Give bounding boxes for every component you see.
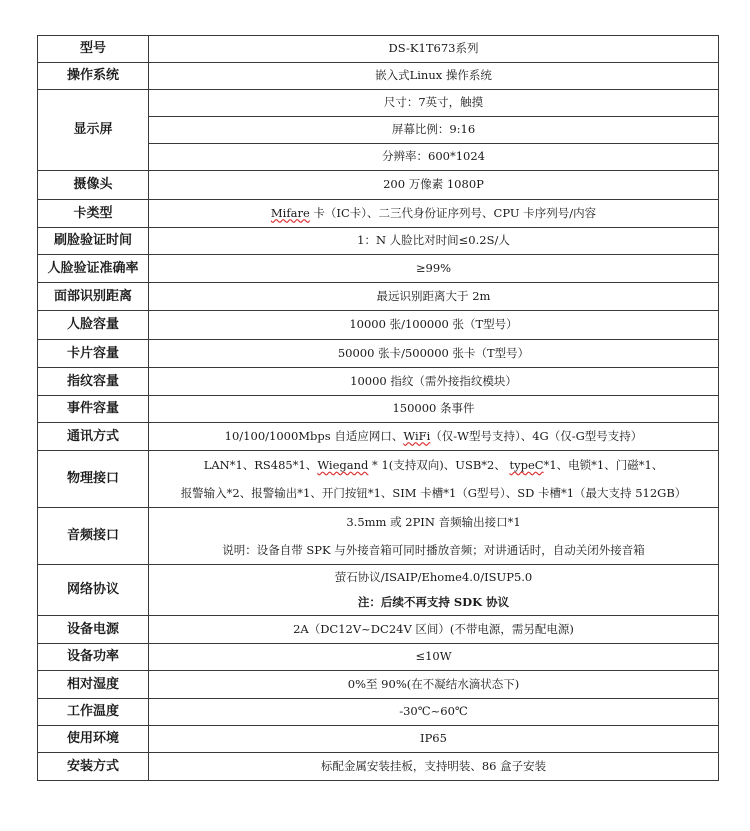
row-label: 设备电源 (38, 616, 149, 644)
row-label: 型号 (38, 36, 149, 63)
row-label: 物理接口 (38, 451, 149, 508)
row-label: 显示屏 (38, 90, 149, 171)
row-value (149, 508, 719, 565)
spellcheck-word: typeC (509, 458, 544, 472)
row-value: 标配金属安装挂板，支持明装、86 盒子安装 (149, 753, 719, 781)
row-value: 200 万像素 1080P (149, 171, 719, 200)
row-label: 面部识别距离 (38, 283, 149, 311)
table-row (38, 565, 719, 616)
spellcheck-word: Wiegand (317, 458, 369, 472)
row-value: 最远识别距离大于 2m (149, 283, 719, 311)
row-value: 1：N 人脸比对时间≤0.2S/人 (149, 228, 719, 255)
row-value: 分辨率：600*1024 (149, 144, 719, 171)
row-value: 10000 指纹（需外接指纹模块） (149, 368, 719, 396)
value-text: 卡（IC卡）、二三代身份证序列号、CPU 卡序列号/内容 (309, 205, 597, 220)
spellcheck-word: WiFi (403, 428, 431, 443)
value-text: *1、电锁*1、门磁*1、 (543, 458, 664, 472)
row-label: 使用环境 (38, 726, 149, 753)
row-label: 刷脸验证时间 (38, 228, 149, 255)
table-row (38, 671, 719, 699)
row-value: ≥99% (149, 255, 719, 283)
table-row (38, 171, 719, 200)
row-label: 人脸容量 (38, 311, 149, 340)
row-label: 通讯方式 (38, 423, 149, 451)
row-value: -30℃~60℃ (149, 699, 719, 726)
table-row (38, 616, 719, 644)
value-text: （仅-W型号支持）、4G（仅-G型号支持） (430, 428, 643, 443)
value-line (149, 451, 718, 479)
row-label: 指纹容量 (38, 368, 149, 396)
row-label: 事件容量 (38, 396, 149, 423)
row-value: 尺寸：7英寸，触摸 (149, 90, 719, 117)
value-text: 10/100/1000Mbps 自适应网口、 (224, 428, 404, 443)
table-row (38, 451, 719, 508)
row-label: 设备功率 (38, 644, 149, 671)
note-line: 注：后续不再支持 SDK 协议 (357, 595, 510, 609)
row-value: IP65 (149, 726, 719, 753)
row-value: 150000 条事件 (149, 396, 719, 423)
row-label: 安装方式 (38, 753, 149, 781)
row-label: 相对湿度 (38, 671, 149, 699)
table-row (38, 36, 719, 63)
row-value (149, 200, 719, 228)
row-label: 卡类型 (38, 200, 149, 228)
table-row (38, 508, 719, 565)
table-row (38, 63, 719, 90)
row-label: 音频接口 (38, 508, 149, 565)
value-line: 3.5mm 或 2PIN 音频输出接口*1 (346, 515, 521, 529)
table-row (38, 753, 719, 781)
row-value: 0%至 90%(在不凝结水滴状态下) (149, 671, 719, 699)
table-row (38, 726, 719, 753)
value-line: 萤石协议/ISAIP/Ehome4.0/ISUP5.0 (334, 570, 533, 584)
row-value: 2A（DC12V~DC24V 区间）(不带电源，需另配电源) (149, 616, 719, 644)
table-row (38, 423, 719, 451)
row-value: DS-K1T673系列 (149, 36, 719, 63)
row-label: 操作系统 (38, 63, 149, 90)
table-row (38, 90, 719, 117)
row-value (149, 451, 719, 508)
table-row (38, 283, 719, 311)
row-value (149, 565, 719, 616)
spec-table (37, 35, 719, 781)
table-row (38, 368, 719, 396)
table-row (38, 396, 719, 423)
row-value: 嵌入式Linux 操作系统 (149, 63, 719, 90)
row-label: 人脸验证准确率 (38, 255, 149, 283)
row-value: ≤10W (149, 644, 719, 671)
value-text: LAN*1、RS485*1、 (203, 458, 318, 472)
table-row (38, 255, 719, 283)
row-value: 10000 张/100000 张（T型号） (149, 311, 719, 340)
row-label: 网络协议 (38, 565, 149, 616)
row-label: 摄像头 (38, 171, 149, 200)
table-row (38, 228, 719, 255)
table-row (38, 340, 719, 368)
row-label: 卡片容量 (38, 340, 149, 368)
row-value: 屏幕比例：9:16 (149, 117, 719, 144)
value-line: 说明：设备自带 SPK 与外接音箱可同时播放音频；对讲通话时，自动关闭外接音箱 (222, 543, 645, 557)
row-value: 50000 张卡/500000 张卡（T型号） (149, 340, 719, 368)
row-label: 工作温度 (38, 699, 149, 726)
table-row (38, 699, 719, 726)
spellcheck-word: Mifare (270, 205, 310, 220)
table-row (38, 200, 719, 228)
value-line: 报警输入*2、报警输出*1、开门按钮*1、SIM 卡槽*1（G型号）、SD 卡槽*1（最大支持 512GB） (180, 486, 687, 500)
table-row (38, 311, 719, 340)
row-value (149, 423, 719, 451)
value-text: * 1(支持双向)、USB*2、 (368, 458, 510, 472)
table-row (38, 644, 719, 671)
